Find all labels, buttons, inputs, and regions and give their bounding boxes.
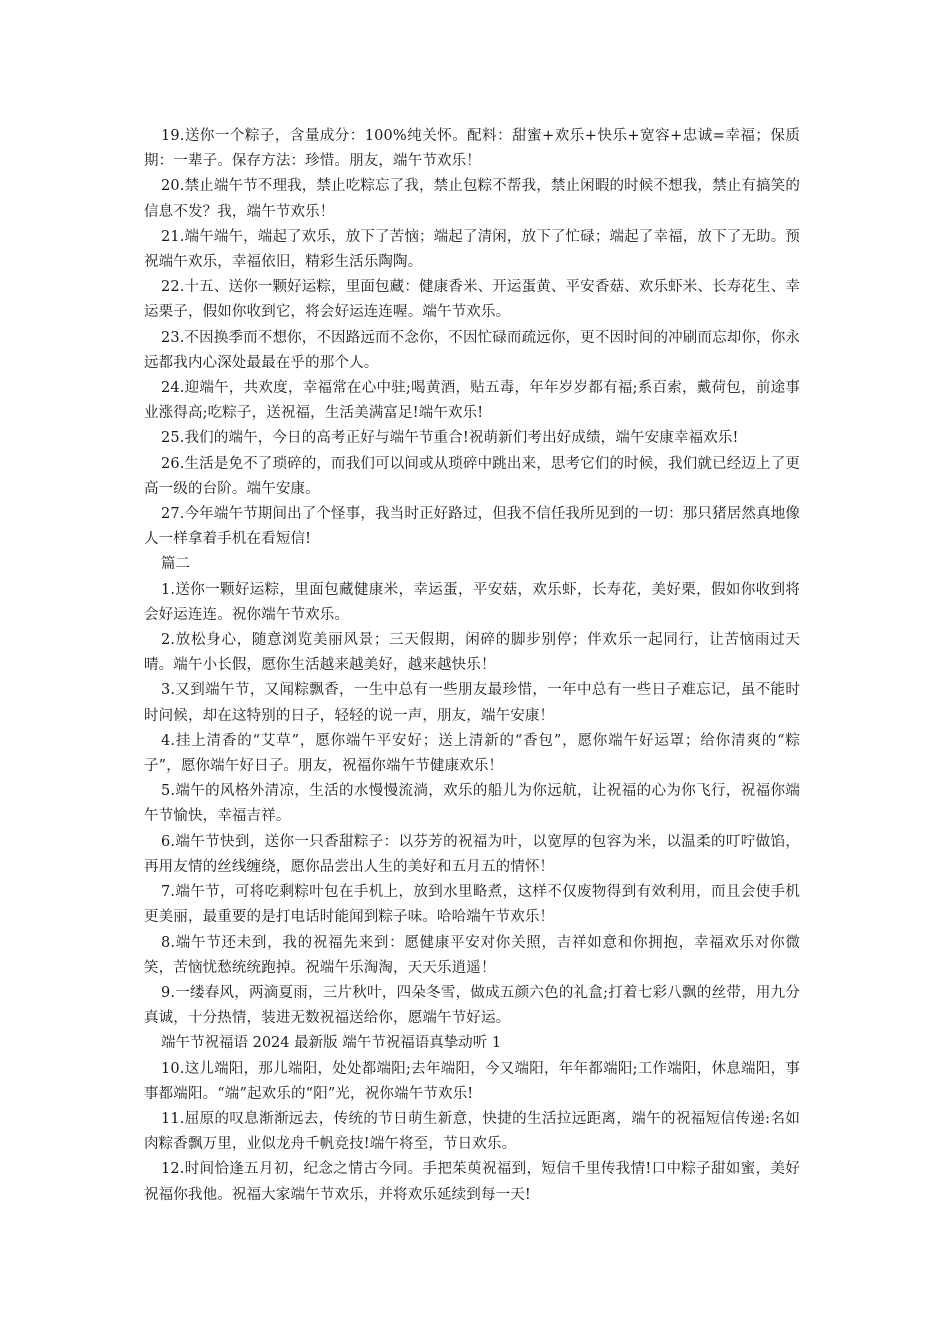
paragraph-7: 7.端午节，可将吃剩粽叶包在手机上，放到水里略煮，这样不仅废物得到有效利用，而且会使手机更美丽，最重要的是打电话时能闻到粽子味。哈哈端午节欢乐！ <box>144 884 800 926</box>
paragraph-10: 10.这儿端阳，那儿端阳，处处都端阳;去年端阳，今又端阳，年年都端阳;工作端阳，休息端阳，事事都端阳。“端”起欢乐的“阳”光，祝你端午节欢乐! <box>144 1060 800 1102</box>
paragraph-4: 4.挂上清香的“艾草”，愿你端午平安好；送上清新的“香包”，愿你端午好运罩；给你清爽的“粽子”，愿你端午好日子。朋友，祝福你端午节健康欢乐！ <box>144 732 800 775</box>
paragraph-26: 26.生活是免不了琐碎的，而我们可以间或从琐碎中跳出来，思考它们的时候，我们就已经迈上了更高一级的台阶。端午安康。 <box>144 455 800 497</box>
paragraph-21: 21.端午端午，端起了欢乐，放下了苦恼；端起了清闲，放下了忙碌；端起了幸福，放下了无助。预祝端午欢乐，幸福依旧，精彩生活乐陶陶。 <box>144 228 800 271</box>
paragraph-8: 8.端午节还未到，我的祝福先来到：愿健康平安对你关照，吉祥如意和你拥抱，幸福欢乐对你微笑，苦恼忧愁统统跑掉。祝端午乐淘淘，天天乐逍遥！ <box>144 934 800 976</box>
paragraph-2: 2.放松身心，随意浏览美丽风景；三天假期，闲碎的脚步别停；伴欢乐一起同行，让苦恼雨过天晴。端午小长假，愿你生活越来越美好，越来越快乐！ <box>144 632 800 674</box>
paragraph-22: 22.十五、送你一颗好运粽，里面包藏：健康香米、开运蛋黄、平安香菇、欢乐虾米、长寿花生、幸运栗子，假如你收到它，将会好运连连喔。端午节欢乐。 <box>144 279 800 321</box>
document-body <box>144 124 800 1208</box>
section-heading-2024: 端午节祝福语 2024 最新版 端午节祝福语真挚动听 1 <box>161 1035 502 1052</box>
paragraph-6: 6.端午节快到，送你一只香甜粽子：以芬芳的祝福为叶，以宽厚的包容为米，以温柔的叮咛做馅，再用友情的丝线缠绕，愿你品尝出人生的美好和五月五的情怀！ <box>144 833 800 875</box>
paragraph-9: 9.一缕春风，两滴夏雨，三片秋叶，四朵冬雪，做成五颜六色的礼盒;打着七彩八飘的丝带，用九分真诚，十分热情，装进无数祝福送给你，愿端午节好运。 <box>144 984 800 1027</box>
paragraph-24: 24.迎端午，共欢度，幸福常在心中驻;喝黄酒，贴五毒，年年岁岁都有福;系百索，戴荷包，前途事业涨得高;吃粽子，送祝福，生活美满富足!端午欢乐! <box>144 380 800 422</box>
paragraph-23: 23.不因换季而不想你，不因路远而不念你，不因忙碌而疏远你，更不因时间的冲刷而忘却你，你永远都我内心深处最最在乎的那个人。 <box>144 329 800 371</box>
paragraph-20: 20.禁止端午节不理我，禁止吃粽忘了我，禁止包粽不帮我，禁止闲暇的时候不想我，禁止有搞笑的信息不发？我，端午节欢乐！ <box>144 178 800 220</box>
paragraph-5: 5.端午的风格外清凉，生活的水慢慢流淌，欢乐的船儿为你远航，让祝福的心为你飞行，祝福你端午节愉快，幸福吉祥。 <box>144 783 800 825</box>
section-heading-part-two: 篇二 <box>161 556 190 573</box>
paragraph-27: 27.今年端午节期间出了个怪事，我当时正好路过，但我不信任我所见到的一切：那只猪居然真地像人一样拿着手机在看短信! <box>144 506 800 548</box>
paragraph-19: 19.送你一个粽子，含量成分：100%纯关怀。配料：甜蜜+欢乐+快乐+宽容+忠诚=幸福；保质期：一辈子。保存方法：珍惜。朋友，端午节欢乐！ <box>144 128 800 170</box>
paragraph-25: 25.我们的端午，今日的高考正好与端午节重合!祝萌新们考出好成绩，端午安康幸福欢乐! <box>161 430 739 447</box>
paragraph-3: 3.又到端午节，又闻粽飘香，一生中总有一些朋友最珍惜，一年中总有一些日子难忘记，虽不能时时问候，却在这特别的日子，轻轻的说一声，朋友，端午安康！ <box>144 682 800 724</box>
paragraph-12: 12.时间恰逢五月初，纪念之情古今同。手把茱萸祝福到，短信千里传我情!口中粽子甜如蜜，美好祝福你我他。祝福大家端午节欢乐，并将欢乐延续到每一天! <box>144 1161 800 1203</box>
paragraph-1: 1.送你一颗好运粽，里面包藏健康米，幸运蛋，平安菇，欢乐虾，长寿花，美好栗，假如你收到将会好运连连。祝你端午节欢乐。 <box>144 581 800 623</box>
paragraph-11: 11.屈原的叹息渐渐远去，传统的节日萌生新意，快捷的生活拉远距离，端午的祝福短信传递:名如肉粽香飘万里，业似龙舟千帆竞技!端午将至，节日欢乐。 <box>144 1110 800 1153</box>
